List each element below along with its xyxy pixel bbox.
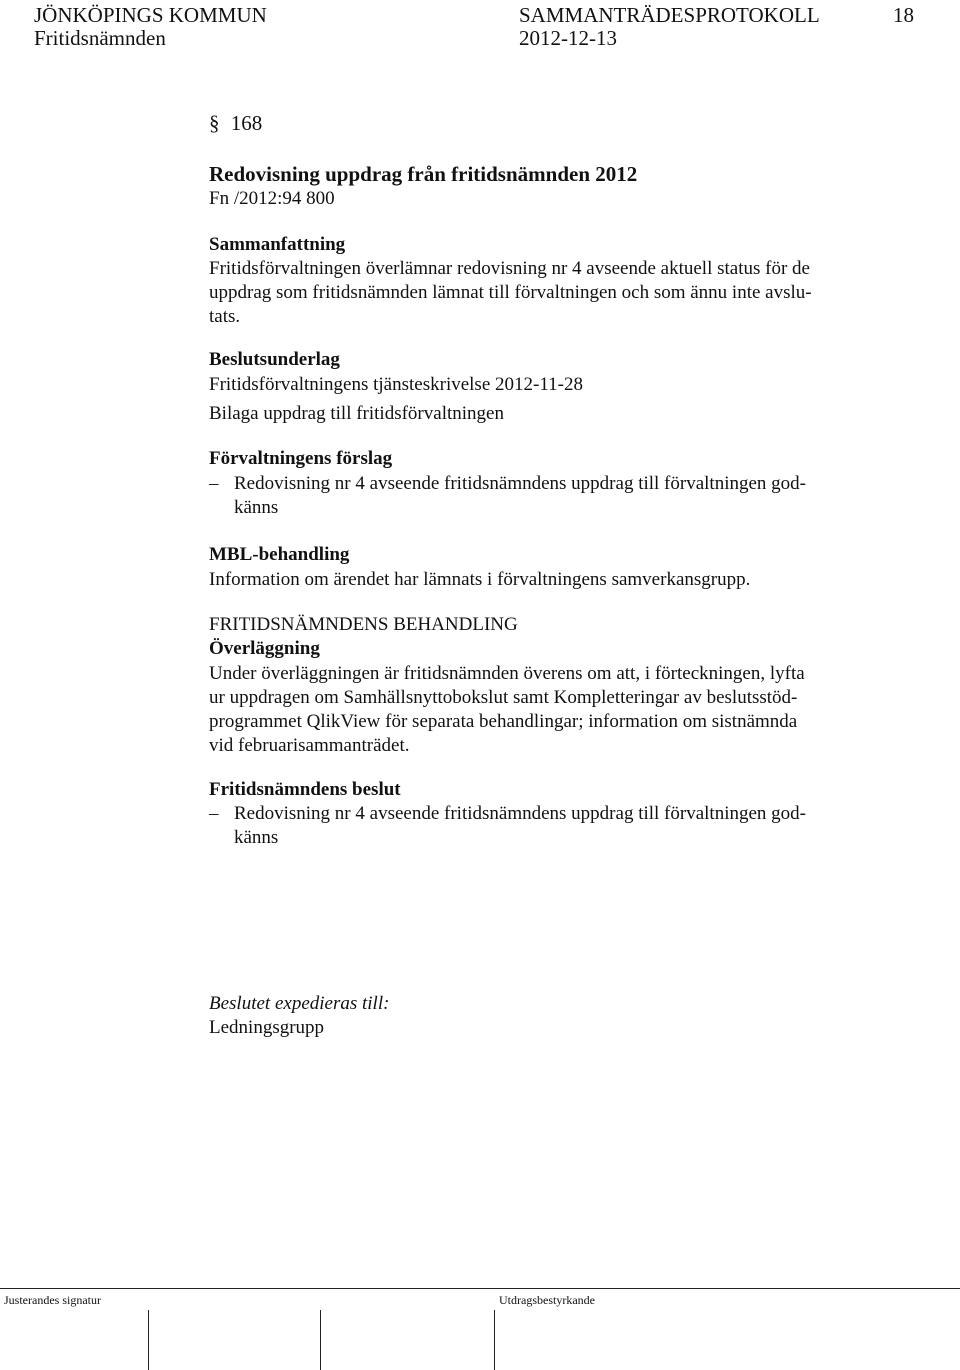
dash-bullet: –: [209, 473, 219, 494]
paragraph-value: 168: [230, 111, 263, 135]
meeting-date: 2012-12-13: [519, 26, 617, 50]
summary-line: tats.: [209, 306, 241, 327]
page-number: 18: [893, 3, 914, 27]
distribution-recipient: Ledningsgrupp: [209, 1017, 325, 1038]
distribution-label: Beslutet expedieras till:: [209, 993, 390, 1014]
basis-item: Bilaga uppdrag till fritidsförvaltningen: [209, 403, 504, 424]
mbl-heading: MBL-behandling: [209, 544, 350, 565]
mbl-text: Information om ärendet har lämnats i förvaltningens samverkansgrupp.: [209, 569, 751, 590]
decision-heading: Fritidsnämndens beslut: [209, 779, 401, 800]
decision-line: känns: [234, 827, 279, 848]
decision-line: Redovisning nr 4 avseende fritidsnämndens uppdrag till förvaltningen god-: [234, 803, 806, 824]
summary-line: uppdrag som fritidsnämnden lämnat till förvaltningen och som ännu inte avslu-: [209, 282, 812, 303]
summary-heading: Sammanfattning: [209, 234, 346, 255]
org-name: JÖNKÖPINGS KOMMUN: [34, 3, 267, 27]
basis-item: Fritidsförvaltningens tjänsteskrivelse 2012-11-28: [209, 374, 583, 395]
deliberation-heading: Överläggning: [209, 638, 320, 659]
paragraph-number: [209, 111, 262, 135]
deliberation-line: programmet QlikView för separata behandlingar; information om sistnämnda: [209, 711, 798, 732]
certifier-label: Utdragsbestyrkande: [499, 1293, 595, 1307]
deliberation-line: vid februarisammanträdet.: [209, 735, 410, 756]
case-reference: Fn /2012:94 800: [209, 188, 335, 209]
handling-heading: FRITIDSNÄMNDENS BEHANDLING: [209, 614, 518, 635]
footer-rule: [0, 1288, 960, 1289]
signature-label: Justerandes signatur: [4, 1293, 101, 1307]
summary-line: Fritidsförvaltningen överlämnar redovisning nr 4 avseende aktuell status för de: [209, 258, 810, 279]
signature-box-divider: [148, 1310, 149, 1370]
document-type: SAMMANTRÄDESPROTOKOLL: [519, 3, 820, 27]
section-sign: §: [209, 111, 220, 135]
committee-name: Fritidsnämnden: [34, 26, 166, 50]
basis-heading: Beslutsunderlag: [209, 349, 340, 370]
proposal-heading: Förvaltningens förslag: [209, 448, 393, 469]
deliberation-line: ur uppdragen om Samhällsnyttobokslut samt Kompletteringar av beslutsstöd-: [209, 687, 798, 708]
page-title: Redovisning uppdrag från fritidsnämnden 2012: [209, 162, 638, 186]
proposal-line: Redovisning nr 4 avseende fritidsnämndens uppdrag till förvaltningen god-: [234, 473, 806, 494]
deliberation-line: Under överläggningen är fritidsnämnden överens om att, i förteckningen, lyfta: [209, 663, 805, 684]
proposal-line: känns: [234, 497, 279, 518]
signature-box-divider: [320, 1310, 321, 1370]
signature-box-divider: [494, 1310, 495, 1370]
dash-bullet: –: [209, 803, 219, 824]
